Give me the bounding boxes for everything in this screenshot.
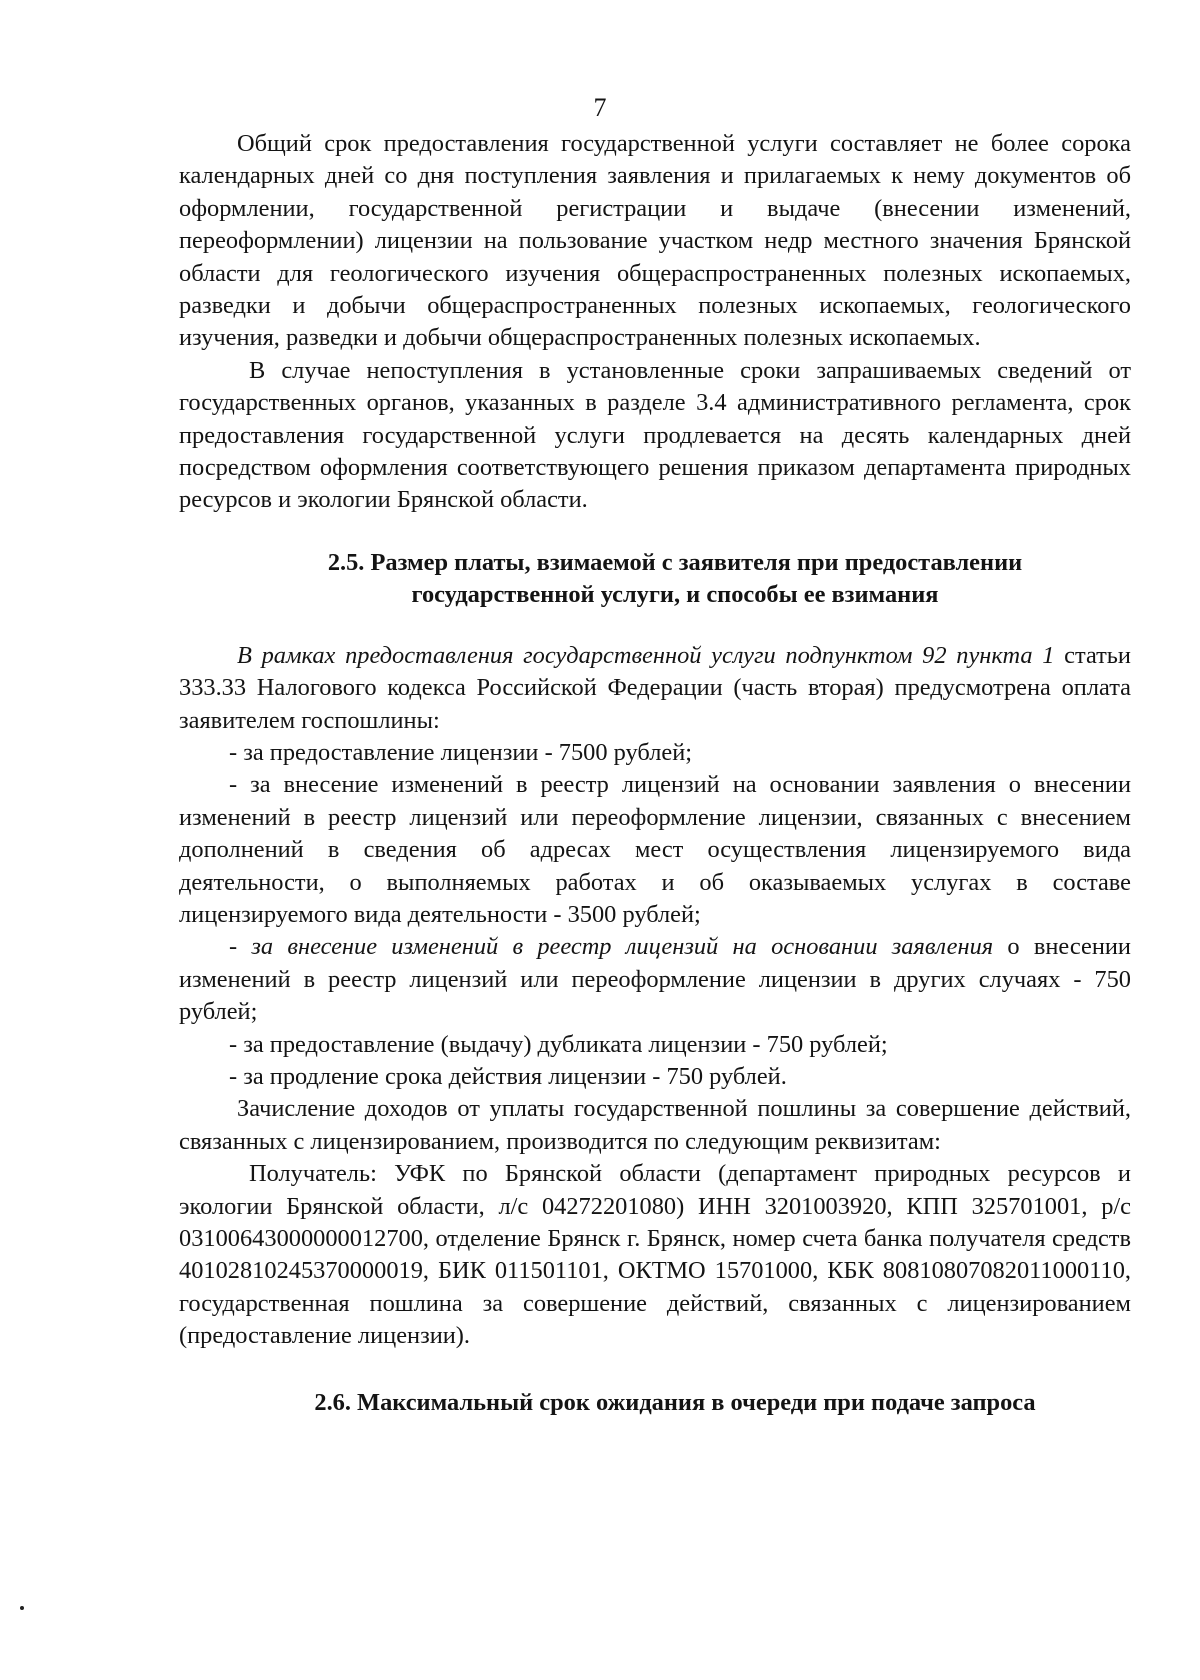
fee-item-extension: - за продление срока действия лицензии - 750 рублей. — [229, 1062, 787, 1090]
fee-item-duplicate: - за предоставление (выдачу) дубликата лицензии - 750 рублей; — [229, 1030, 888, 1058]
paragraph-recipient-requisites: Получатель: УФК по Брянской области (департамент природных ресурсов и экологии Брянской области, л/с 04272201080) ИНН 3201003920, КПП 325701001, р/с 03100643000000012700, отделение Брянск г. Брянск, номер счета банка получателя средств 40102810245370000019, БИК 011501101, ОКТМО 15701000, КБК 80810807082011000110, государственная пошлина за совершение действий, связанных с лицензированием (предоставление лицензии). — [179, 1160, 1131, 1350]
paragraph-term-extension: В случае непоступления в установленные сроки запрашиваемых сведений от государственных органов, указанных в разделе 3.4 административного регламента, срок предоставления государственной услуги продлевается на десять календарных дней посредством оформления соответствующего решения приказом департамента природных ресурсов и экологии Брянской области. — [179, 356, 1131, 514]
fee-item-registry-additions: - за внесение изменений в реестр лицензий на основании заявления о внесении изменений в реестр лицензий или переоформление лицензии, связанных с внесением дополнений в сведения об адресах мест осуществления лицензируемого вида деятельности, о выполняемых работах и об оказываемых услугах в составе лицензируемого вида деятельности - 3500 рублей; — [179, 771, 1131, 928]
fee-intro-rest: статьи 333.33 Налогового кодекса Российской Федерации (часть вторая) предусмотрена оплата заявителем госпошлины: — [179, 641, 1131, 734]
section-heading-2-5-line2: государственной услуги, и способы ее взимания — [411, 581, 939, 609]
fee-item-registry-other-rest: о внесении изменений в реестр лицензий или переоформление лицензии в других случаях - 750 рублей; — [179, 933, 1131, 1026]
scan-speck-dot — [20, 1606, 24, 1610]
paragraph-total-term: Общий срок предоставления государственной услуги составляет не более сорока календарных дней со дня поступления заявления и прилагаемых к нему документов об оформлении, государственной регистрации и выдаче (внесении изменений, переоформлении) лицензии на пользование участком недр местного значения Брянской области для геологического изучения общераспространенных полезных ископаемых, разведки и добычи общераспространенных полезных ископаемых, геологического изучения, разведки и добычи общераспространенных полезных ископаемых. — [179, 130, 1131, 352]
page-number: 7 — [593, 93, 607, 122]
paragraph-fee-intro — [179, 640, 1131, 737]
section-heading-2-5-line1: 2.5. Размер платы, взимаемой с заявителя при предоставлении — [327, 548, 1023, 576]
fee-item-registry-other-italic: - за внесение изменений в реестр лицензий на основании заявления — [229, 933, 994, 961]
section-heading-2-5 — [179, 547, 1131, 612]
fee-intro-italic: В рамках предоставления государственной услуги подпунктом 92 пункта 1 — [237, 641, 1055, 669]
fee-item-registry-other — [179, 931, 1131, 1028]
section-heading-2-6: 2.6. Максимальный срок ожидания в очереди при подаче запроса — [314, 1388, 1036, 1416]
fee-item-license: - за предоставление лицензии - 7500 рублей; — [229, 738, 693, 766]
paragraph-requisites-intro: Зачисление доходов от уплаты государственной пошлины за совершение действий, связанных с лицензированием, производится по следующим реквизитам: — [179, 1095, 1131, 1155]
document-body — [179, 128, 1131, 1419]
